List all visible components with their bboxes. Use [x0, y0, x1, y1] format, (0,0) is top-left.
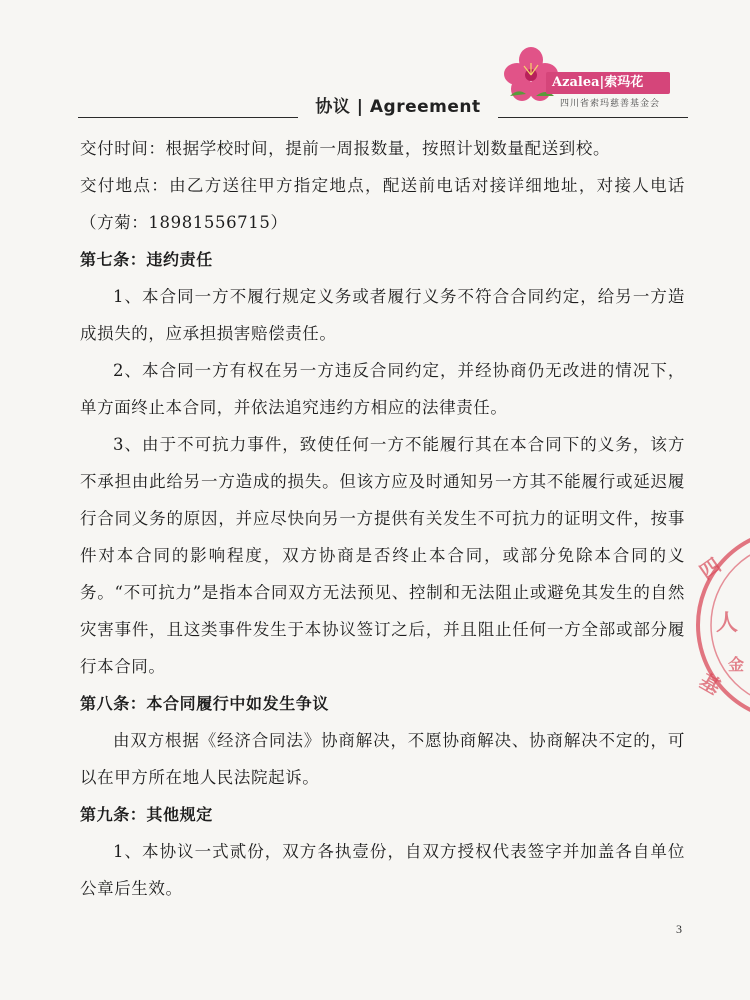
page-number: 3	[676, 922, 682, 936]
paragraph-other-provisions: 1、本协议一式贰份，双方各执壹份，自双方授权代表签字并加盖各自单位公章后生效。	[80, 842, 685, 898]
paragraph-breach-2: 2、本合同一方有权在另一方违反合同约定，并经协商仍无改进的情况下，单方面终止本合同，并依法追究违约方相应的法律责任。	[80, 361, 685, 417]
paragraph-force-majeure: 3、由于不可抗力事件，致使任何一方不能履行其在本合同下的义务，该方不承担由此给另一方造成的损失。但该方应及时通知另一方其不能履行或延迟履行合同义务的原因，并应尽快向另一方提供有关发生不可抗力的证明文件，按事件对本合同的影响程度，双方协商是否终止本合同，或部分免除本合同的义务。“不可抗力”是指本合同双方无法预见、控制和无法阻止或避免其发生的自然灾害事件，且这类事件发生于本协议签订之后，并且阻止任何一方全部或部分履行本合同。	[80, 435, 685, 676]
section-heading-article-9: 第九条：其他规定	[80, 805, 213, 824]
section-heading-article-7: 第七条：违约责任	[80, 250, 213, 269]
paragraph-breach-1: 1、本合同一方不履行规定义务或者履行义务不符合合同约定，给另一方造成损失的，应承担损害赔偿责任。	[80, 287, 685, 343]
paragraph-delivery-time: 交付时间：根据学校时间，提前一周报数量，按照计划数量配送到校。	[80, 139, 611, 158]
header-title: 协议 | Agreement	[298, 94, 498, 120]
svg-text:基: 基	[695, 668, 725, 700]
paragraph-dispute: 由双方根据《经济合同法》协商解决，不愿协商解决、协商解决不定的，可以在甲方所在地人民法院起诉。	[80, 731, 685, 787]
paragraph-delivery-location: 交付地点：由乙方送往甲方指定地点，配送前电话对接详细地址，对接人电话（方菊：18981556715）	[80, 176, 685, 232]
section-heading-article-8: 第八条：本合同履行中如发生争议	[80, 694, 330, 713]
official-seal-stamp	[688, 520, 750, 730]
svg-text:金: 金	[728, 655, 745, 674]
document-body	[80, 130, 685, 907]
svg-text:人: 人	[716, 611, 739, 636]
logo-subtitle: 四川省索玛慈善基金会	[559, 99, 660, 109]
logo-brand-text: Azalea|索玛花	[546, 72, 670, 94]
svg-text:四: 四	[695, 552, 726, 585]
foundation-logo	[500, 44, 680, 112]
